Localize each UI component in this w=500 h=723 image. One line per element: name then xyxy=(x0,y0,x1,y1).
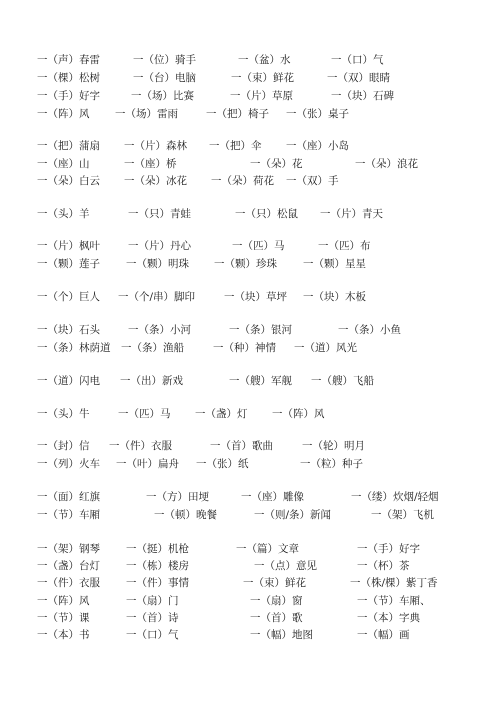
measure-word-pair: 一（朵）花 xyxy=(250,158,303,170)
text-line xyxy=(0,256,500,272)
measure-word-pair: 一（把）蒲扇 xyxy=(37,140,100,152)
measure-word-pair: 一（篇）文章 xyxy=(236,543,299,555)
measure-word-pair: 一（条）渔船 xyxy=(121,342,184,354)
measure-word-pair: 一（颗）星星 xyxy=(303,258,366,270)
text-line xyxy=(0,593,500,609)
text-line xyxy=(0,610,500,626)
measure-word-pair: 一（艘）军舰 xyxy=(229,375,292,387)
measure-word-pair: 一（点）意见 xyxy=(254,560,317,572)
measure-word-pair: 一（双）眼睛 xyxy=(327,72,390,84)
measure-word-pair: 一（块）石头 xyxy=(37,324,100,336)
text-line xyxy=(0,627,500,643)
measure-word-pair: 一（束）鲜花 xyxy=(231,72,294,84)
text-line xyxy=(0,340,500,356)
measure-word-pair: 一（颗）明珠 xyxy=(126,258,189,270)
measure-word-pair: 一（首）歌 xyxy=(250,612,303,624)
measure-word-pair: 一（盏）台灯 xyxy=(37,560,100,572)
measure-word-pair: 一（封）信 xyxy=(37,440,90,452)
measure-word-pair: 一（阵）风 xyxy=(272,408,325,420)
measure-word-pair: 一（粒）种子 xyxy=(300,458,363,470)
measure-word-pair: 一（条）林荫道 xyxy=(37,342,111,354)
measure-word-pair: 一（位）骑手 xyxy=(133,54,196,66)
measure-word-pair: 一（匹）马 xyxy=(118,408,171,420)
measure-word-pair: 一（场）雷雨 xyxy=(115,108,178,120)
measure-word-pair: 一（只）松鼠 xyxy=(235,208,298,220)
measure-word-pair: 一（条）银河 xyxy=(229,324,292,336)
measure-word-pair: 一（件）衣服 xyxy=(37,577,100,589)
measure-word-pair: 一（场）比赛 xyxy=(131,90,194,102)
measure-word-pair: 一（把）椅子 xyxy=(206,108,269,120)
measure-word-pair: 一（颗）莲子 xyxy=(37,258,100,270)
measure-word-pair: 一（头）羊 xyxy=(37,208,90,220)
measure-word-pair: 一（道）闪电 xyxy=(37,375,100,387)
measure-word-pair: 一（座）小岛 xyxy=(286,140,349,152)
measure-word-pair: 一（片）枫叶 xyxy=(37,240,100,252)
measure-word-pair: 一（束）鲜花 xyxy=(243,577,306,589)
measure-word-pair: 一（朵）白云 xyxy=(37,175,100,187)
measure-word-pair: 一（幅）地图 xyxy=(250,629,313,641)
text-line xyxy=(0,156,500,172)
measure-word-pair: 一（手）好字 xyxy=(357,543,420,555)
text-line xyxy=(0,373,500,389)
measure-word-pair: 一（件）事情 xyxy=(126,577,189,589)
text-line xyxy=(0,173,500,189)
measure-word-pair: 一（出）新戏 xyxy=(120,375,183,387)
measure-word-pair: 一（块）木板 xyxy=(303,291,366,303)
measure-word-pair: 一（片）草原 xyxy=(230,90,293,102)
measure-word-pair: 一（口）气 xyxy=(331,54,384,66)
measure-word-pair: 一（颗）珍珠 xyxy=(214,258,277,270)
measure-word-pair: 一（座）山 xyxy=(37,158,90,170)
measure-word-pair: 一（顿）晚餐 xyxy=(154,509,217,521)
measure-word-pair: 一（张）纸 xyxy=(196,458,249,470)
measure-word-pair: 一（座）桥 xyxy=(124,158,177,170)
measure-word-pair: 一（面）红旗 xyxy=(37,491,100,503)
text-line xyxy=(0,322,500,338)
measure-word-pair: 一（首）歌曲 xyxy=(210,440,273,452)
text-line xyxy=(0,206,500,222)
text-line xyxy=(0,438,500,454)
measure-word-pair: 一（杯）茶 xyxy=(357,560,410,572)
measure-word-pair: 一（片）森林 xyxy=(124,140,187,152)
measure-word-pair: 一（首）诗 xyxy=(126,612,179,624)
measure-word-pair: 一（声）春雷 xyxy=(37,54,100,66)
measure-word-pair: 一（节）车厢、 xyxy=(357,595,431,607)
measure-word-pair: 一（株/棵）紫丁香 xyxy=(350,577,438,589)
measure-word-pair: 一（栋）楼房 xyxy=(126,560,189,572)
measure-word-pair: 一（架）飞机 xyxy=(371,509,434,521)
measure-word-pair: 一（道）风光 xyxy=(294,342,357,354)
measure-word-pair: 一（挺）机枪 xyxy=(126,543,189,555)
text-line xyxy=(0,70,500,86)
measure-word-pair: 一（台）电脑 xyxy=(133,72,196,84)
measure-word-pair: 一（则/条）新闻 xyxy=(254,509,332,521)
text-line xyxy=(0,456,500,472)
measure-word-pair: 一（个/串）脚印 xyxy=(118,291,196,303)
measure-word-pair: 一（缕）炊烟/轻烟 xyxy=(351,491,439,503)
measure-word-pair: 一（叶）扁舟 xyxy=(116,458,179,470)
measure-word-pair: 一（架）钢琴 xyxy=(37,543,100,555)
measure-word-pair: 一（盆）水 xyxy=(238,54,291,66)
text-line xyxy=(0,106,500,122)
measure-word-pair: 一（块）草坪 xyxy=(224,291,287,303)
measure-word-pair: 一（节）车厢 xyxy=(37,509,100,521)
measure-word-pair: 一（棵）松树 xyxy=(37,72,100,84)
measure-word-pair: 一（列）火车 xyxy=(37,458,100,470)
measure-word-pair: 一（条）小鱼 xyxy=(338,324,401,336)
text-line xyxy=(0,289,500,305)
text-line xyxy=(0,558,500,574)
measure-word-pair: 一（匹）马 xyxy=(232,240,285,252)
text-line xyxy=(0,52,500,68)
measure-word-pair: 一（件）衣服 xyxy=(109,440,172,452)
measure-word-pair: 一（张）桌子 xyxy=(286,108,349,120)
measure-word-pair: 一（种）神情 xyxy=(213,342,276,354)
text-line xyxy=(0,406,500,422)
measure-word-pair: 一（头）牛 xyxy=(37,408,90,420)
measure-word-pair: 一（阵）风 xyxy=(37,595,90,607)
measure-word-pair: 一（盏）灯 xyxy=(195,408,248,420)
measure-word-pair: 一（本）字典 xyxy=(357,612,420,624)
text-line xyxy=(0,575,500,591)
measure-word-pair: 一（扇）门 xyxy=(126,595,179,607)
text-line xyxy=(0,88,500,104)
measure-word-pair: 一（朵）荷花 xyxy=(211,175,274,187)
measure-word-pair: 一（幅）画 xyxy=(357,629,410,641)
measure-word-pair: 一（条）小河 xyxy=(128,324,191,336)
text-line xyxy=(0,238,500,254)
measure-word-pair: 一（轮）明月 xyxy=(302,440,365,452)
measure-word-pair: 一（艘）飞船 xyxy=(311,375,374,387)
measure-word-pair: 一（手）好字 xyxy=(37,90,100,102)
measure-word-pair: 一（片）青天 xyxy=(320,208,383,220)
text-line xyxy=(0,541,500,557)
measure-word-pair: 一（阵）风 xyxy=(37,108,90,120)
measure-word-pair: 一（块）石碑 xyxy=(331,90,394,102)
measure-word-pair: 一（个）巨人 xyxy=(37,291,100,303)
measure-word-pair: 一（座）雕像 xyxy=(241,491,304,503)
measure-word-pair: 一（方）田埂 xyxy=(146,491,209,503)
text-line xyxy=(0,138,500,154)
measure-word-pair: 一（片）丹心 xyxy=(128,240,191,252)
measure-word-pair: 一（节）课 xyxy=(37,612,90,624)
measure-word-pair: 一（把）伞 xyxy=(209,140,262,152)
measure-word-pair: 一（匹）布 xyxy=(318,240,371,252)
measure-word-pair: 一（朵）浪花 xyxy=(355,158,418,170)
text-line xyxy=(0,489,500,505)
text-line xyxy=(0,507,500,523)
measure-word-pair: 一（朵）冰花 xyxy=(124,175,187,187)
measure-word-pair: 一（口）气 xyxy=(126,629,179,641)
measure-word-pair: 一（扇）窗 xyxy=(250,595,303,607)
measure-word-pair: 一（只）青蛙 xyxy=(128,208,191,220)
measure-word-pair: 一（双）手 xyxy=(286,175,339,187)
measure-word-pair: 一（本）书 xyxy=(37,629,90,641)
